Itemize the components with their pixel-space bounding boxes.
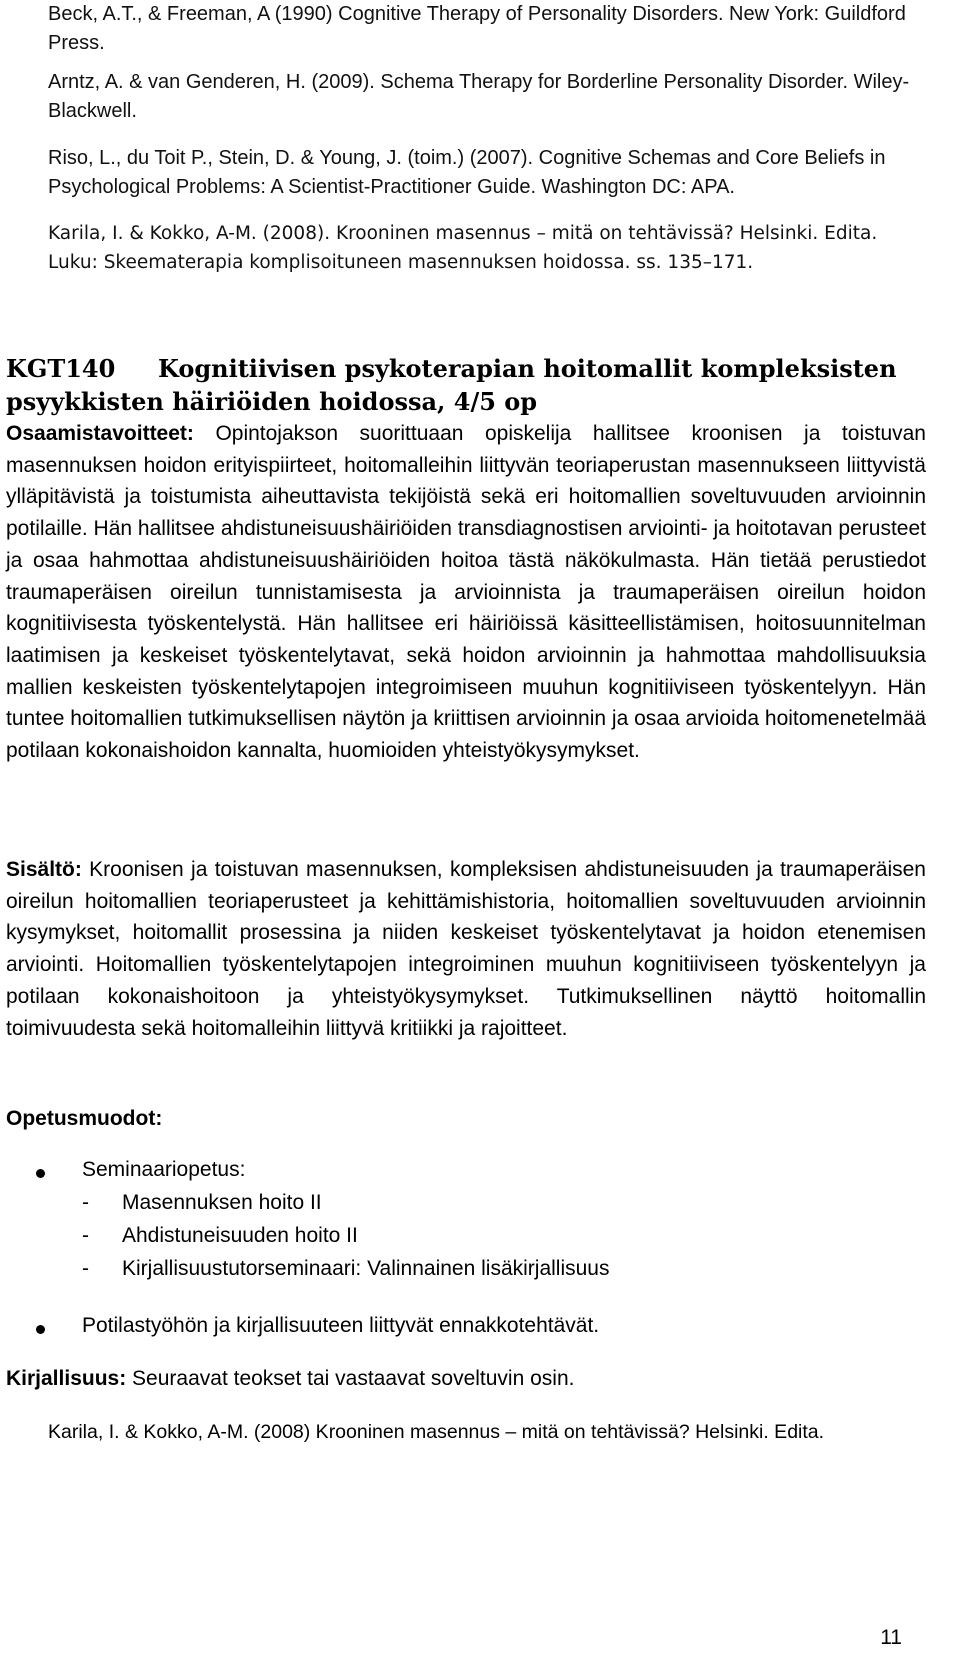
sub-item: - Kirjallisuustutorseminaari: Valinnainen lisäkirjallisuus bbox=[82, 1257, 610, 1280]
course-title-line2: psyykkisten häiriöiden hoidossa, 4/5 op bbox=[6, 387, 538, 416]
literature-text: Seuraavat teokset tai vastaavat soveltuvin osin. bbox=[132, 1367, 575, 1390]
sub-item: - Masennuksen hoito II bbox=[82, 1191, 322, 1214]
reference-riso: Riso, L., du Toit P., Stein, D. & Young, J. (toim.) (2007). Cognitive Schemas and Core Beliefs in Psychological Problems: A Scientist-Practitioner Guide. Washington DC: APA. bbox=[48, 147, 886, 198]
sub-item: - Ahdistuneisuuden hoito II bbox=[82, 1224, 358, 1247]
course-code: KGT140 bbox=[6, 354, 116, 383]
page-number: 11 bbox=[880, 1626, 902, 1649]
bullet-assignments-text: Potilastyöhön ja kirjallisuuteen liittyvät ennakkotehtävät. bbox=[82, 1314, 600, 1337]
teaching-label: Opetusmuodot: bbox=[6, 1107, 163, 1130]
literature-line bbox=[6, 1367, 574, 1391]
course-heading bbox=[6, 352, 926, 418]
literature-label: Kirjallisuus: bbox=[6, 1367, 127, 1390]
objectives-label: Osaamistavoitteet: bbox=[6, 422, 194, 445]
bullet-icon bbox=[36, 1325, 45, 1334]
reference-beck: Beck, A.T., & Freeman, A (1990) Cognitive Therapy of Personality Disorders. New York: Guildford Press. bbox=[48, 3, 906, 54]
literature-reference: Karila, I. & Kokko, A-M. (2008) Krooninen masennus – mitä on tehtävissä? Helsinki. Edita. bbox=[48, 1421, 825, 1443]
content-text: Kroonisen ja toistuvan masennuksen, kompleksisen ahdistuneisuuden ja traumaperäisen oireilun hoitomallien teoriaperusteet ja kehittämishistoria, hoitomallien soveltuvuuden arvioinnin kysymykset, hoitomallit prosessina ja niiden keskeiset työskentelytavat ja hoidon etenemisen arviointi. Hoitomallien työskentelytapojen integroiminen muuhun kognitiiviseen työskentelyyn ja potilaan kokonaishoitoon ja yhteistyökysymykset. Tutkimuksellinen näyttö hoitomallin toimivuudesta sekä hoitomalleihin liittyvä kritiikki ja rajoitteet. bbox=[6, 858, 926, 1040]
content-paragraph bbox=[6, 854, 926, 1044]
reference-arntz: Arntz, A. & van Genderen, H. (2009). Schema Therapy for Borderline Personality Disorder. Wiley-Blackwell. bbox=[48, 71, 910, 122]
bullet-seminar-text: Seminaariopetus: bbox=[82, 1158, 246, 1181]
course-title-line1: Kognitiivisen psykoterapian hoitomallit kompleksisten bbox=[158, 354, 897, 383]
bullet-icon bbox=[36, 1169, 45, 1178]
objectives-text: Opintojakson suorittuaan opiskelija hallitsee kroonisen ja toistuvan masennuksen hoidon erityispiirteet, hoitomalleihin liittyvän teoriaperustan masennukseen liittyvistä ylläpitävistä ja toistumista aiheuttavista tekijöistä sekä eri hoitomallien soveltuvuuden arvioinnin potilaille. Hän hallitsee ahdistuneisuushäiriöiden transdiagnostisen arviointi- ja hoitotavan perusteet ja osaa hahmottaa ahdistuneisuushäiriöiden hoitoa tästä näkökulmasta. Hän tietää perustiedot traumaperäisen oireilun tunnistamisesta ja arvioinnista ja traumaperäisen oireilun hoidon kognitiivisesta työskentelystä. Hän hallitsee eri häiriöissä käsitteellistämisen, hoitosuunnitelman laatimisen ja keskeiset työskentelytavat, sekä hoidon arvioinnin ja hahmottaa mahdollisuuksia mallien keskeisten työskentelytapojen integroimiseen muuhun kognitiiviseen työskentelyyn. Hän tuntee hoitomallien tutkimuksellisen näytön ja kriittisen arvioinnin ja osaa arvioida hoitomenetelmää potilaan kokonaishoidon kannalta, huomioiden yhteistyökysymykset. bbox=[6, 422, 926, 763]
objectives-paragraph bbox=[6, 418, 926, 767]
reference-karila: Karila, I. & Kokko, A-M. (2008). Krooninen masennus – mitä on tehtävissä? Helsinki. Edita. Luku: Skeematerapia komplisoituneen masennuksen hoidossa. ss. 135–171. bbox=[48, 223, 878, 273]
content-label: Sisältö: bbox=[6, 858, 82, 881]
